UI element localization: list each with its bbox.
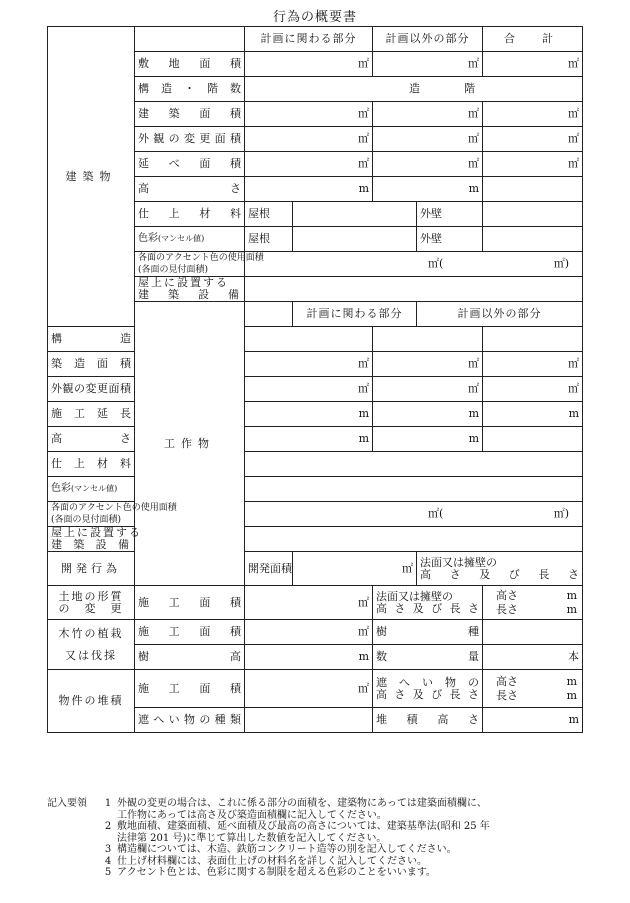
label-dev-area: 開発面積 (245, 552, 293, 586)
sw-structure-plan[interactable] (245, 327, 373, 352)
label-sw-finish: 仕上材料 (48, 452, 135, 477)
row-sw-finish (48, 452, 583, 477)
label-structure: 構造・階数 (135, 77, 245, 102)
label-sw-rooftop: 屋上に設置する 建築設備 (48, 527, 135, 552)
row-sw-build-area (48, 352, 583, 377)
label-trees-count: 数量 (373, 645, 483, 670)
sw-accent-value[interactable]: ㎡( ㎡) (245, 502, 583, 527)
label-facade-area: 外観の変更面積 (135, 127, 245, 152)
finish-wall-value[interactable] (483, 202, 583, 227)
label-sw-height: 高さ (48, 427, 135, 452)
label-trees-species: 樹種 (373, 620, 483, 645)
trees-area-value[interactable]: ㎡ (245, 620, 373, 645)
row-sw-height (48, 427, 583, 452)
row-sw-length (48, 402, 583, 427)
category-development: 開発行為 (48, 552, 135, 586)
facade-area-total[interactable]: ㎡ (483, 127, 583, 152)
header-plan: 計画に関わる部分 (293, 302, 417, 327)
row-sw-structure (48, 327, 583, 352)
piling-height-value[interactable]: m (483, 708, 583, 733)
sw-build-area-outside[interactable]: ㎡ (373, 352, 483, 377)
facade-area-plan[interactable]: ㎡ (245, 127, 373, 152)
sw-build-area-plan[interactable]: ㎡ (245, 352, 373, 377)
floor-area-plan[interactable]: ㎡ (245, 152, 373, 177)
category-structure: 工作物 (135, 302, 245, 586)
sw-height-plan[interactable]: m (245, 427, 373, 452)
label-accent: 各面のアクセント色の使用面積 (各面の見付面積) (135, 252, 245, 277)
row-development (48, 552, 583, 586)
site-area-plan[interactable]: ㎡ (245, 52, 373, 77)
notes-heading: 記入要領 (47, 798, 87, 809)
label-sw-build-area: 築造面積 (48, 352, 135, 377)
label-floor-area: 延べ面積 (135, 152, 245, 177)
color-wall-value[interactable] (483, 227, 583, 252)
label-height: 高さ (135, 177, 245, 202)
label-dev-slope: 法面又は擁壁の 高さ及び長さ (417, 552, 583, 586)
header-outside: 計画以外の部分 (417, 302, 583, 327)
label-color: 色彩(マンセル値) (135, 227, 245, 252)
row-sw-rooftop (48, 527, 583, 552)
note-item: 5 アクセント色とは、色彩に関する制限を超える色彩のことをいいます。 (104, 867, 436, 878)
note-item: 記入要領 1 外観の変更の場合は、これに係る部分の面積を、建築物にあっては建築面積欄に、 工作物にあっては高さ及び築造面積欄に記入してください。 (47, 798, 487, 821)
site-area-total[interactable]: ㎡ (483, 52, 583, 77)
label-sw-facade-area: 外観の変更面積 (48, 377, 135, 402)
header-plan: 計画に関わる部分 (245, 27, 373, 52)
row-trees-area (48, 620, 583, 645)
label-site-area: 敷地面積 (135, 52, 245, 77)
row-sw-color (48, 477, 583, 502)
trees-height-value[interactable]: m (245, 645, 373, 670)
structure-value[interactable]: 造 階 (245, 77, 583, 102)
form-title: 行為の概要書 (272, 10, 357, 25)
height-total (483, 177, 583, 202)
sw-length-outside[interactable]: m (373, 402, 483, 427)
sw-facade-area-outside[interactable]: ㎡ (373, 377, 483, 402)
land-slope-value[interactable]: 高さ m 長さ m (483, 586, 583, 620)
header-blank (245, 302, 293, 327)
note-item: 2 敷地面積、建築面積、延べ面積及び最高の高さについては、建築基準法(昭和 25 年 法律第 201 号)に準じて算出した数値を記入してください。 (104, 821, 490, 844)
instructions (47, 798, 587, 879)
piling-area-value[interactable]: ㎡ (245, 670, 373, 708)
label-trees-height: 樹高 (135, 645, 245, 670)
sw-length-plan[interactable]: m (245, 402, 373, 427)
sw-structure-total[interactable] (483, 327, 583, 352)
accent-value[interactable]: ㎡( ㎡) (245, 252, 583, 277)
floor-area-total[interactable]: ㎡ (483, 152, 583, 177)
land-area-value[interactable]: ㎡ (245, 586, 373, 620)
sw-facade-area-plan[interactable]: ㎡ (245, 377, 373, 402)
label-sw-structure: 構造 (48, 327, 135, 352)
finish-roof-value[interactable] (293, 202, 417, 227)
rooftop-value[interactable] (245, 277, 583, 302)
piling-screen-type-value[interactable] (245, 708, 373, 733)
sw-structure-outside[interactable] (373, 327, 483, 352)
row-land (48, 586, 583, 620)
facade-area-outside[interactable]: ㎡ (373, 127, 483, 152)
category-piling: 物件の堆積 (48, 670, 135, 733)
row-sw-accent (48, 502, 583, 527)
row-sw-facade-area (48, 377, 583, 402)
label-rooftop: 屋上に設置する 建築設備 (135, 277, 245, 302)
color-roof-value[interactable] (293, 227, 417, 252)
dev-area-value[interactable]: ㎡ (293, 552, 417, 586)
label-trees-area: 施工面積 (135, 620, 245, 645)
overview-table (47, 26, 583, 733)
sw-rooftop-value[interactable] (245, 527, 583, 552)
trees-species-value[interactable] (483, 620, 583, 645)
row-piling-area (48, 670, 583, 708)
label-piling-screen-type: 遮へい物の種類 (135, 708, 245, 733)
site-area-outside[interactable]: ㎡ (373, 52, 483, 77)
label-building-area: 建築面積 (135, 102, 245, 127)
sw-height-outside[interactable]: m (373, 427, 483, 452)
building-area-plan[interactable]: ㎡ (245, 102, 373, 127)
building-area-total[interactable]: ㎡ (483, 102, 583, 127)
category-trees: 木竹の植栽 又は伐採 (48, 620, 135, 670)
note-item: 3 構造欄については、木造、鉄筋コンクリート造等の別を記入してください。 (104, 844, 457, 855)
sw-height-total (483, 427, 583, 452)
header-blank (135, 27, 245, 52)
sw-length-total[interactable]: m (483, 402, 583, 427)
building-area-outside[interactable]: ㎡ (373, 102, 483, 127)
category-land: 土地の形質 の 変 更 (48, 586, 135, 620)
label-roof: 屋根 (245, 227, 293, 252)
label-sw-length: 施工延長 (48, 402, 135, 427)
label-sw-color: 色彩(マンセル値) (48, 477, 135, 502)
height-plan[interactable]: m (245, 177, 373, 202)
sw-finish-value[interactable] (245, 452, 583, 477)
label-piling-screen: 遮へい物の 高さ及び長さ (373, 670, 483, 708)
piling-screen-value[interactable]: 高さ m 長さ m (483, 670, 583, 708)
height-outside[interactable]: m (373, 177, 483, 202)
label-piling-area: 施工面積 (135, 670, 245, 708)
trees-count-value[interactable]: 本 (483, 645, 583, 670)
label-land-slope: 法面又は擁壁の 高さ及び長さ (373, 586, 483, 620)
label-wall: 外壁 (417, 202, 483, 227)
label-roof: 屋根 (245, 202, 293, 227)
label-land-area: 施工面積 (135, 586, 245, 620)
sw-build-area-total[interactable]: ㎡ (483, 352, 583, 377)
category-building: 建築物 (48, 27, 135, 327)
label-wall: 外壁 (417, 227, 483, 252)
sw-color-value[interactable] (245, 477, 583, 502)
label-sw-accent: 各面のアクセント色の使用面積 (各面の見付面積) (48, 502, 135, 527)
label-piling-height: 堆積高さ (373, 708, 483, 733)
header-total: 合 計 (483, 27, 583, 52)
sw-facade-area-total[interactable]: ㎡ (483, 377, 583, 402)
label-finish: 仕上材料 (135, 202, 245, 227)
note-item: 4 仕上げ材料欄には、表面仕上げの材料名を詳しく記入してください。 (104, 855, 427, 867)
header-outside: 計画以外の部分 (373, 27, 483, 52)
floor-area-outside[interactable]: ㎡ (373, 152, 483, 177)
